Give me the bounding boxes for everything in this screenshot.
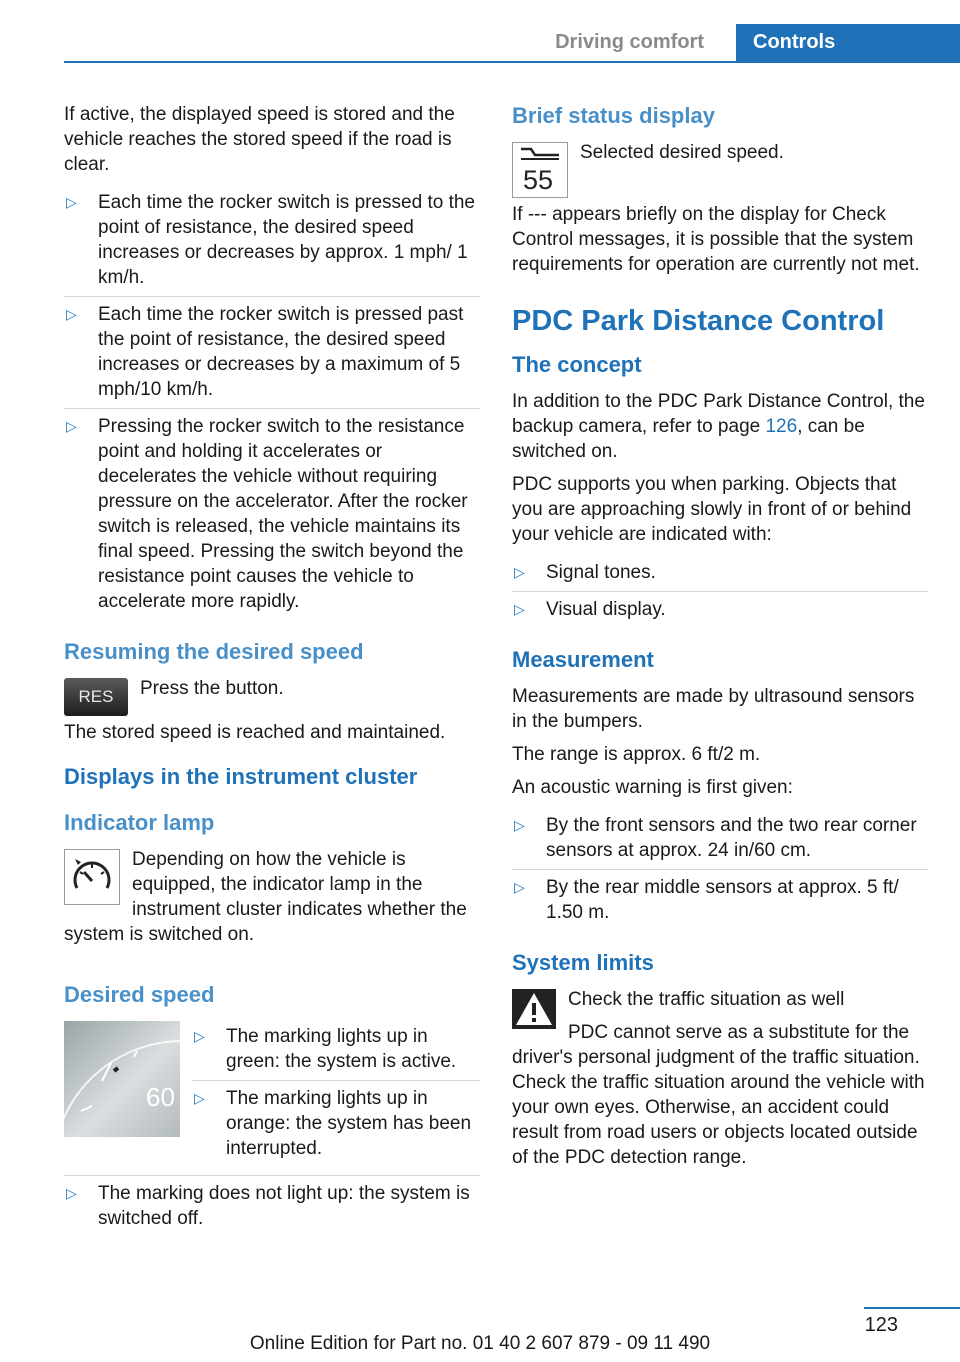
pdc-heading: PDC Park Distance Control xyxy=(512,305,885,337)
indicator-text: Depending on how the vehicle is equipped, the indicator lamp in the instrument cluster indicates whether the system is switched on. xyxy=(64,849,467,945)
concept-heading: The concept xyxy=(512,352,642,377)
res-text: Press the button. xyxy=(140,678,284,699)
list-item: ▷ Pressing the rocker switch to the resistance point and holding it accelerates or decelerates the vehicle without requiring pressure on the accelerator. After the rocker switch is released, the vehicle maintains its final speed. Pressing the switch beyond the resistance point causes the vehicle to accelerate more rapidly. xyxy=(66,416,468,612)
concept-text: In addition to the PDC Park Distance Control, the backup camera, refer to page 126, can be switched on. xyxy=(512,391,925,462)
list-item: ▷ The marking lights up in green: the system is active. xyxy=(192,1019,480,1081)
displays-heading: Displays in the instrument cluster xyxy=(64,764,418,789)
desired-speed-icon xyxy=(512,142,568,198)
list-item: ▷ Each time the rocker switch is pressed past the point of resistance, the desired speed increases or decreases by a maximum of 5 mph/10 km/h. xyxy=(64,297,480,409)
left-column xyxy=(64,102,480,1245)
warning-text: An acoustic warning is first given: xyxy=(512,777,793,798)
desired-speed-list xyxy=(192,1019,480,1167)
page-number: 123 xyxy=(864,1314,898,1336)
limits-row xyxy=(512,987,928,1178)
supports-text: PDC supports you when parking. Objects that you are approaching slowly in front of or behind your vehicle are indicated with: xyxy=(512,474,912,545)
bullet-triangle-icon: ▷ xyxy=(514,879,525,895)
list-item: ▷ The marking does not light up: the system is switched off. xyxy=(64,1175,480,1237)
limits-text: PDC cannot serve as a substitute for the driver's personal judgment of the traffic situation. Check the traffic situation around the vehicle with your own eyes. Otherwise, an accident could result from road users or objects located outside of the PDC detection range. xyxy=(512,1022,925,1168)
bullet-triangle-icon: ▷ xyxy=(66,1185,77,1201)
list-item: ▷ By the front sensors and the two rear corner sensors at approx. 24 in/60 cm. xyxy=(512,808,928,870)
bullet-triangle-icon: ▷ xyxy=(66,418,77,434)
measurement-heading: Measurement xyxy=(512,647,654,672)
brief-status-heading: Brief status display xyxy=(512,103,715,128)
supports-list xyxy=(512,555,928,628)
desired-row xyxy=(64,1019,480,1175)
edition-footer: Online Edition for Part no. 01 40 2 607 879 - 09 11 490 xyxy=(249,1333,711,1354)
header-section-title: Driving comfort xyxy=(555,31,704,53)
header-rule xyxy=(64,61,960,63)
desired-speed-heading: Desired speed xyxy=(64,982,215,1007)
bullet-triangle-icon: ▷ xyxy=(66,194,77,210)
list-item: ▷ The marking lights up in orange: the system has been interrupted. xyxy=(194,1088,472,1159)
list-item: ▷ Each time the rocker switch is pressed to the point of resistance, the desired speed increases or decreases by approx. 1 mph/ 1 km/h. xyxy=(64,185,480,297)
resuming-heading: Resuming the desired speed xyxy=(64,639,364,664)
check-control-text: If --- appears briefly on the display for Check Control messages, it is possible that the system requirements for operation are currently not met. xyxy=(512,204,920,275)
bullet-triangle-icon: ▷ xyxy=(514,564,525,580)
range-text: The range is approx. 6 ft/2 m. xyxy=(512,744,761,765)
right-column xyxy=(512,102,928,1178)
warning-list xyxy=(512,808,928,931)
brief-status-row xyxy=(512,140,928,202)
speedometer-gauge-image xyxy=(64,1021,180,1137)
res-button-icon: RES xyxy=(64,678,128,716)
brief-status-text: Selected desired speed. xyxy=(580,142,784,163)
page-link[interactable]: 126 xyxy=(765,416,798,437)
desired-speed-list-cont xyxy=(64,1175,480,1237)
bullet-triangle-icon: ▷ xyxy=(66,306,77,322)
bullet-triangle-icon: ▷ xyxy=(514,601,525,617)
header-chapter-tab: Controls xyxy=(736,24,960,63)
measurement-text: Measurements are made by ultrasound sensors in the bumpers. xyxy=(512,686,915,732)
footer-rule xyxy=(864,1307,960,1309)
limits-title: Check the traffic situation as well xyxy=(568,989,845,1010)
desired-speed-value: 55 xyxy=(523,165,554,195)
res-row xyxy=(64,676,480,720)
rocker-switch-list xyxy=(64,185,480,620)
indicator-row xyxy=(64,847,480,955)
warning-triangle-icon xyxy=(512,989,556,1029)
intro-paragraph: If active, the displayed speed is stored and the vehicle reaches the stored speed if the road is clear. xyxy=(64,104,455,175)
cruise-control-indicator-icon xyxy=(64,849,120,905)
indicator-lamp-heading: Indicator lamp xyxy=(64,810,215,835)
bullet-triangle-icon: ▷ xyxy=(194,1028,205,1044)
gauge-speed-label: 60 xyxy=(146,1082,175,1112)
list-item: ▷ Visual display. xyxy=(514,599,666,620)
bullet-triangle-icon: ▷ xyxy=(514,817,525,833)
system-limits-heading: System limits xyxy=(512,950,654,975)
bullet-triangle-icon: ▷ xyxy=(194,1090,205,1106)
list-item: ▷ By the rear middle sensors at approx. 5 ft/ 1.50 m. xyxy=(514,877,899,923)
stored-speed-text: The stored speed is reached and maintained. xyxy=(64,722,446,743)
list-item: ▷ Signal tones. xyxy=(512,555,928,592)
